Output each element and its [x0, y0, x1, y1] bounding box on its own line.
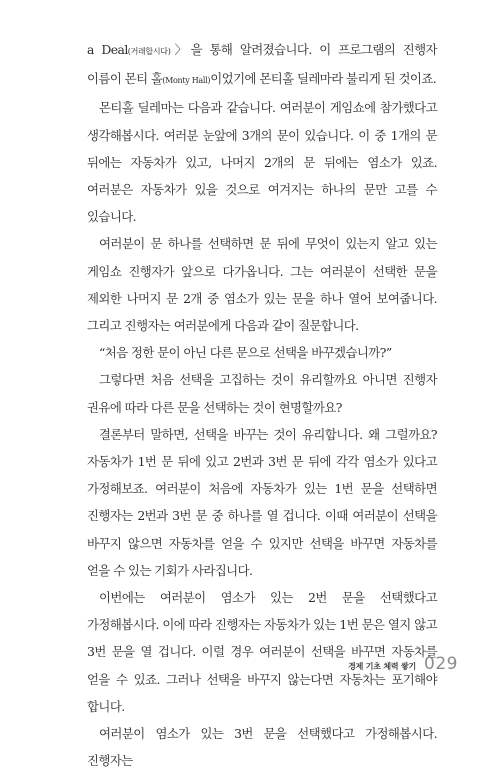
- text-run: 여러분이 염소가 있는 3번 문을 선택했다고 가정해봅시다. 진행자는: [87, 726, 437, 769]
- paragraph-6: [87, 421, 437, 584]
- paragraph-8: [87, 720, 437, 774]
- text-run: 이번에는 여러분이 염소가 있는 2번 문을 선택했다고 가정해봅시다. 이에 따라 진행자는 자동차가 있는 1번 문은 열지 않고 3번 문을 열 겁니다. 이럴 경우 여러분이 선택을 바꾸면 자동차를 얻을 수 있죠. 그러나 선택을 바꾸지 않는다면 자동차는 포기해야 합니다.: [87, 590, 437, 714]
- text-run: “처음 정한 문이 아닌 다른 문으로 선택을 바꾸겠습니까?”: [99, 345, 392, 361]
- text-run: 몬티홀 딜레마는 다음과 같습니다. 여러분이 게임쇼에 참가했다고 생각해봅시다. 여러분 눈앞에 3개의 문이 있습니다. 이 중 1개의 문 뒤에는 자동차가 있고, 나머지 2개의 문 뒤에는 염소가 있죠. 여러분은 자동차가 있을 것으로 여겨지는 하나의 문만 고를 수 있습니다.: [87, 100, 437, 225]
- text-run: 결론부터 말하면, 선택을 바꾸는 것이 유리합니다. 왜 그럴까요? 자동차가 1번 문 뒤에 있고 2번과 3번 문 뒤에 각각 염소가 있다고 가정해보죠. 여러분이 처음에 자동차가 있는 1번 문을 선택하면 진행자는 2번과 3번 문 중 하나를 열 겁니다. 이때 여러분이 선택을 바꾸지 않으면 자동차를 얻을 수 있지만 선택을 바꾸면 자동차를 얻을 수 있는 기회가 사라집니다.: [87, 426, 437, 578]
- paragraph-3: [87, 230, 437, 339]
- page-number: 029: [424, 654, 458, 674]
- running-title: 경제 기초 체력 쌓기: [348, 662, 417, 671]
- paragraph-2: [87, 94, 437, 230]
- page-footer: [348, 654, 458, 674]
- text-run: 〉을 통해 알려졌습니다. 이 프로그램의 진행자 이름이 몬티 홀: [87, 42, 437, 87]
- paragraph-1: [87, 36, 437, 94]
- paragraph-4-quote: [87, 339, 437, 366]
- paragraph-5: [87, 366, 437, 420]
- text-run: 이었기에 몬티홀 딜레마라 불리게 된 것이죠.: [210, 71, 437, 87]
- text-run: a Deal: [87, 42, 128, 57]
- korean-gloss: (거래합시다): [127, 47, 171, 56]
- text-run: 그렇다면 처음 선택을 고집하는 것이 유리할까요 아니면 진행자 권유에 따라 다른 문을 선택하는 것이 현명할까요?: [87, 372, 437, 415]
- text-run: 여러분이 문 하나를 선택하면 문 뒤에 무엇이 있는지 알고 있는 게임쇼 진행자가 앞으로 다가옵니다. 그는 여러분이 선택한 문을 제외한 나머지 문 2개 중 염소가 있는 문을 하나 열어 보여줍니다. 그리고 진행자는 여러분에게 다음과 같이 질문합니다.: [87, 236, 437, 334]
- paragraph-7: [87, 584, 437, 720]
- english-gloss: (Monty Hall): [162, 76, 211, 86]
